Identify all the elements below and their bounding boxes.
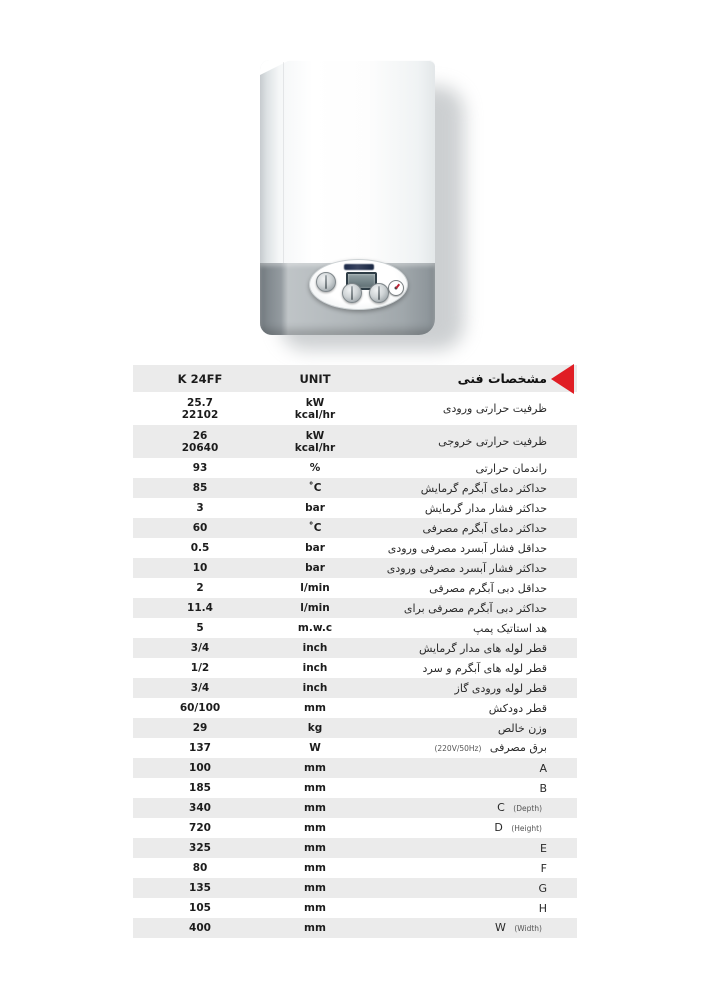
table-row [133,818,577,838]
label-cell [363,622,577,635]
spec-label: حداکثر دمای آبگرم گرمایش [420,481,547,495]
unit-cell: % [309,462,321,474]
label-cell [363,862,577,875]
label-cell [363,522,577,535]
unit-cell: mm [304,802,326,814]
unit-cell: bar [305,502,325,514]
table-row [133,425,577,458]
spec-label: وزن خالص [497,721,547,735]
label-cell [363,435,577,448]
label-cell [363,482,577,495]
value-cell: 26 20640 [181,429,219,454]
spec-label: راندمان حرارتی [475,461,547,475]
table-header-row [133,365,577,392]
label-cell [363,542,577,555]
unit-cell: kW kcal/hr [294,396,336,421]
spec-label: قطر لوله های مدار گرمایش [418,641,547,655]
table-row [133,838,577,858]
table-row [133,878,577,898]
label-cell [363,842,577,855]
spec-table-body [133,392,577,938]
value-cell: 93 [192,462,208,474]
boiler-figure [240,48,470,358]
brand-logo [344,264,374,270]
unit-cell: mm [304,702,326,714]
table-row [133,578,577,598]
unit-cell: l/min [300,602,330,614]
label-cell [363,702,577,715]
spec-label: قطر دودکش [488,701,547,715]
unit-cell: inch [302,662,328,674]
value-cell: 60/100 [179,702,221,714]
table-row [133,738,577,758]
value-cell: 1/2 [190,662,210,674]
spec-label: حداقل فشار آبسرد مصرفی ورودی [387,541,547,555]
spec-label: A [539,761,547,775]
value-cell: 11.4 [187,602,213,614]
spec-label: C [497,801,505,814]
unit-cell: ˚C [308,522,322,534]
value-cell: 325 [189,842,211,854]
value-cell: 100 [189,762,211,774]
model-header-cell: K 24FF [177,371,223,386]
value-cell: 185 [189,782,211,794]
value-cell: 2 [196,582,204,594]
spec-label: حداکثر دبی آبگرم مصرفی برای [403,601,547,615]
table-row [133,918,577,938]
table-row [133,478,577,498]
label-cell [363,682,577,695]
control-knob-middle [342,283,362,303]
spec-label: E [540,841,547,855]
label-cell [363,662,577,675]
unit-cell: mm [304,862,326,874]
table-row [133,718,577,738]
pressure-gauge-icon [388,280,404,296]
table-row [133,618,577,638]
unit-cell: l/min [300,582,330,594]
spec-label: ظرفیت حرارتی خروجی [438,435,547,448]
value-cell: 80 [192,862,208,874]
value-cell: 3/4 [190,642,210,654]
spec-label: حداکثر فشار مدار گرمایش [424,501,547,515]
unit-cell: mm [304,902,326,914]
table-row [133,898,577,918]
spec-label: حداقل دبی آبگرم مصرفی [429,581,547,595]
table-row [133,538,577,558]
unit-cell: mm [304,762,326,774]
table-row [133,798,577,818]
unit-cell: kW kcal/hr [294,429,336,454]
value-cell: 137 [189,742,211,754]
spec-note: (Depth) [513,804,542,813]
unit-cell: bar [305,542,325,554]
spec-label: حداکثر فشار آبسرد مصرفی ورودی [386,561,547,575]
label-cell [363,762,577,775]
label-cell [363,902,577,915]
unit-cell: W [309,742,321,754]
label-cell [363,582,577,595]
table-row [133,598,577,618]
table-title: مشخصات فنی [457,371,547,386]
spec-label: قطر لوله ورودی گاز [454,681,547,695]
label-cell [363,502,577,515]
boiler-body [260,60,435,335]
unit-cell: mm [304,922,326,934]
spec-label: F [540,861,547,875]
value-cell: 10 [192,562,208,574]
spec-label: حداکثر دمای آبگرم مصرفی [422,521,547,535]
unit-cell: ˚C [308,482,322,494]
table-row [133,458,577,478]
value-cell: 5 [196,622,204,634]
spec-label: هد استاتیک پمپ [473,621,547,635]
value-cell: 25.7 22102 [181,396,219,421]
unit-cell: kg [307,722,323,734]
spec-label: G [538,881,547,895]
table-row [133,778,577,798]
table-row [133,858,577,878]
label-cell [363,801,577,815]
label-cell [363,782,577,795]
unit-cell: mm [304,822,326,834]
unit-cell: inch [302,642,328,654]
unit-cell: mm [304,782,326,794]
table-row [133,498,577,518]
value-cell: 3 [196,502,204,514]
table-row [133,558,577,578]
boiler-top-corner [260,60,290,75]
unit-cell: m.w.c [297,622,333,634]
table-row [133,698,577,718]
unit-cell: mm [304,882,326,894]
value-cell: 340 [189,802,211,814]
unit-cell: inch [302,682,328,694]
label-cell [363,821,577,835]
value-cell: 29 [192,722,208,734]
table-row [133,678,577,698]
label-cell [363,882,577,895]
value-cell: 85 [192,482,208,494]
label-cell [363,741,577,755]
arrow-left-icon [551,364,574,394]
spec-note: (Height) [511,824,542,833]
unit-header-cell: UNIT [299,371,331,386]
label-cell [363,921,577,935]
label-cell [363,602,577,615]
value-cell: 0.5 [190,542,210,554]
spec-label: D [494,821,503,834]
value-cell: 3/4 [190,682,210,694]
spec-label: W [494,921,506,934]
label-cell [363,642,577,655]
value-cell: 60 [192,522,208,534]
table-row [133,658,577,678]
label-cell [363,562,577,575]
spec-note: (220V/50Hz) [434,744,482,753]
unit-cell: mm [304,842,326,854]
spec-label: B [539,781,547,795]
label-cell [363,722,577,735]
control-knob-left [316,272,336,292]
spec-label: قطر لوله های آبگرم و سرد [422,661,547,675]
spec-label: H [538,901,547,915]
value-cell: 135 [189,882,211,894]
table-row [133,758,577,778]
table-row [133,392,577,425]
label-cell [363,462,577,475]
value-cell: 105 [189,902,211,914]
table-row [133,638,577,658]
spec-label: ظرفیت حرارتی ورودی [442,402,547,415]
value-cell: 400 [189,922,211,934]
control-knob-right [369,283,389,303]
table-row [133,518,577,538]
spec-label: برق مصرفی [489,741,547,754]
control-panel [309,259,408,310]
label-cell [363,402,577,415]
unit-cell: bar [305,562,325,574]
value-cell: 720 [189,822,211,834]
spec-note: (Width) [514,924,542,933]
spec-table [133,365,577,938]
